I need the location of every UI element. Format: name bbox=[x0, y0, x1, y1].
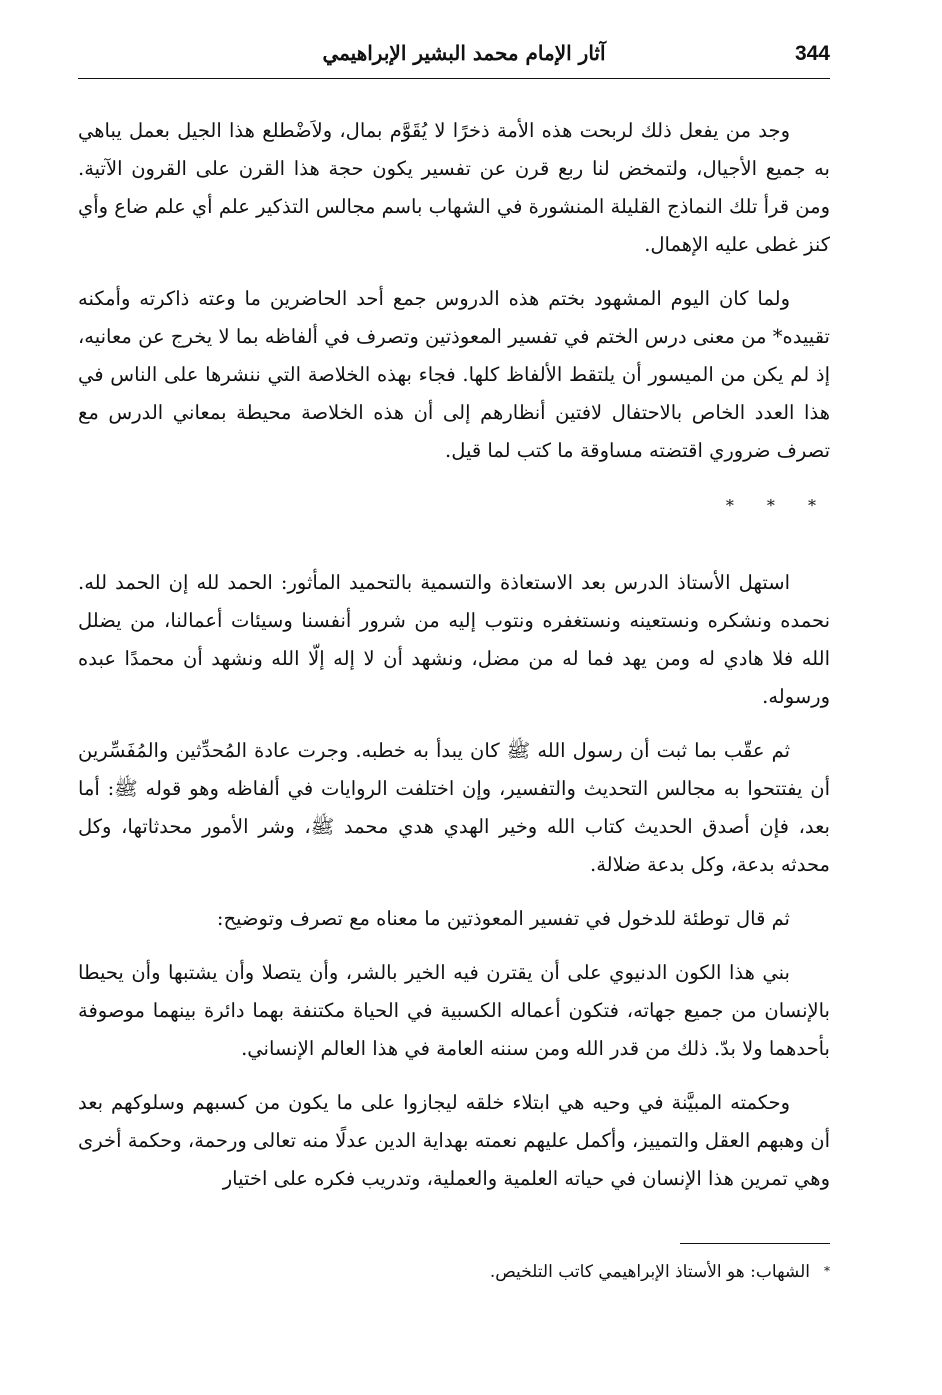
page-number: 344 bbox=[794, 42, 830, 65]
paragraph: وحكمته المبيَّنة في وحيه هي ابتلاء خلقه ليجازوا على ما يكون من كسبهم وسلوكهم بعد أن وهبهم العقل والتمييز، وأكمل عليهم نعمته بهداية الدين عدلًا منه تعالى ورحمة، وحكمة أخرى وهي تمرين هذا الإنسان في حياته العلمية والعملية، وتدريب فكره على اختيار bbox=[78, 1091, 830, 1190]
paragraph: ثم قال توطئة للدخول في تفسير المعوذتين ما معناه مع تصرف وتوضيح: bbox=[216, 907, 790, 930]
footnote-divider bbox=[680, 1243, 830, 1244]
paragraph: وجد من يفعل ذلك لربحت هذه الأمة ذخرًا لا يُقَوَّم بمال، ولاَضْطلع هذا الجيل بعمل يباهي به جميع الأجيال، ولتمخض لنا ربع قرن عن تفسير يكون حجة هذا القرن على القرون الآتية. ومن قرأ تلك النماذج القليلة المنشورة في الشهاب باسم مجالس التذكير علم أي علم ضاع وأي كنز غطى عليه الإهمال. bbox=[78, 119, 830, 256]
footnote bbox=[78, 1256, 830, 1287]
footnote-text: الشهاب: هو الأستاذ الإبراهيمي كاتب التلخيص. bbox=[489, 1262, 810, 1282]
paragraph: ثم عقّب بما ثبت أن رسول الله ﷺ كان يبدأ به خطبه. وجرت عادة المُحدِّثين والمُفَسِّرين أن يفتتحوا به مجالس التحديث والتفسير، وإن اختلفت الروايات في ألفاظه وهو قوله ﷺ: أما بعد، فإن أصدق الحديث كتاب الله وخير الهدي هدي محمد ﷺ، وشر الأمور محدثاتها، وكل محدثه بدعة، وكل بدعة ضلالة. bbox=[78, 739, 830, 876]
section-separator: * * * bbox=[725, 496, 830, 515]
paragraph: استهل الأستاذ الدرس بعد الاستعاذة والتسمية بالتحميد المأثور: الحمد لله إن الحمد لله. نحمده ونشكره ونستعينه ونستغفره ونتوب إليه من شرور أنفسنا وسيئات أعمالنا، من يضلل الله فلا هادي له ومن يهد فما له من مضل، ونشهد أن لا إله إلّا الله ونشهد أن محمدًا عبده ورسوله. bbox=[78, 571, 830, 708]
paragraph: بني هذا الكون الدنيوي على أن يقترن فيه الخير بالشر، وأن يتصلا وأن يشتبها وأن يحيطا بالإنسان من جميع جهاته، فتكون أعماله الكسبية في الحياة مكتنفة بهما دائرة بينهما موصوفة بأحدهما ولا بدّ. ذلك من قدر الله ومن سننه العامة في هذا العالم الإنساني. bbox=[78, 961, 830, 1060]
page-header bbox=[78, 38, 830, 79]
paragraph: ولما كان اليوم المشهود بختم هذه الدروس جمع أحد الحاضرين ما وعته ذاكرته وأمكنه تقييده* من معنى درس الختم في تفسير المعوذتين وتصرف في ألفاظه بما لا يخرج عن معانيه، إذ لم يكن من الميسور أن يلتقط الألفاظ كلها. فجاء بهذه الخلاصة التي ننشرها على الناس في هذا العدد الخاص بالاحتفال لافتين أنظارهم إلى أن هذه الخلاصة محيطة بمعاني الدرس مع تصرف ضروري اقتضته مساوقة ما كتب لما قيل. bbox=[78, 287, 830, 462]
main-text bbox=[78, 112, 830, 1214]
running-title: آثار الإمام محمد البشير الإبراهيمي bbox=[322, 41, 606, 65]
footnote-marker: * bbox=[824, 1264, 830, 1278]
